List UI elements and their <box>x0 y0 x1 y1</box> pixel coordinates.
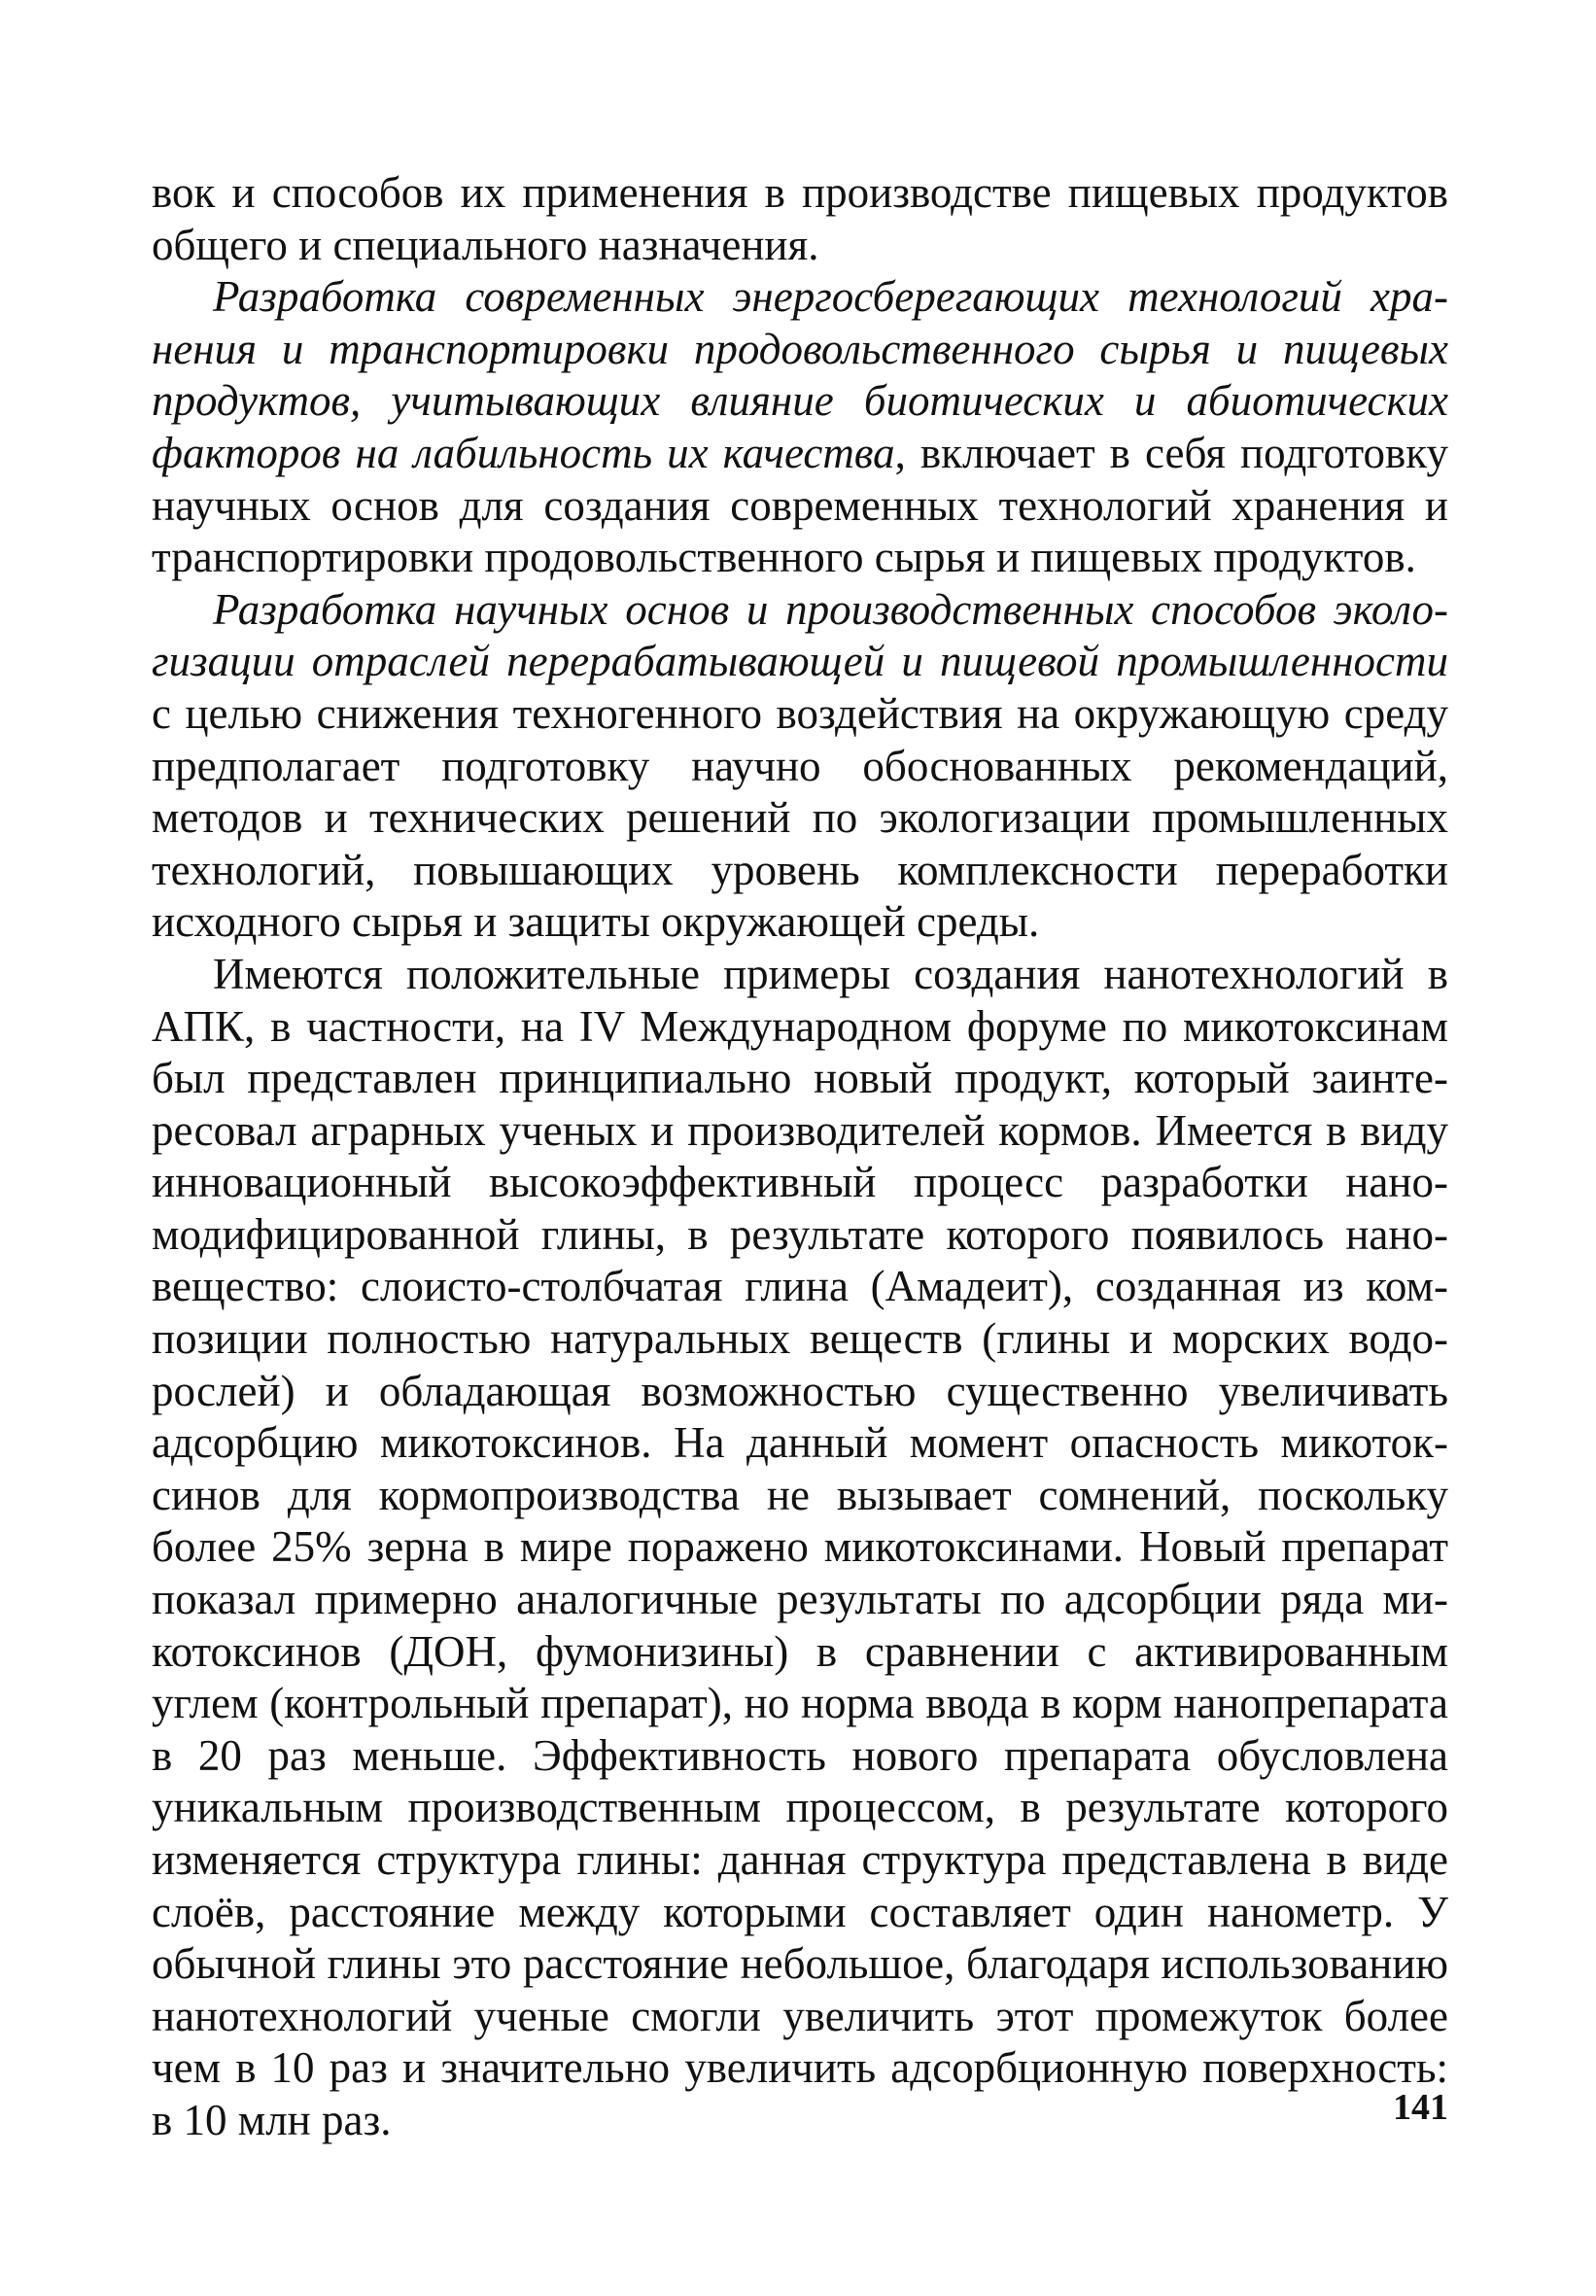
paragraph-storage-technologies <box>152 271 1448 584</box>
paragraph-ecologization <box>152 584 1448 949</box>
paragraph-continuation <box>152 167 1448 271</box>
page-body <box>152 167 1448 2147</box>
paragraph-text: вок и способов их применения в производстве пищевых продуктов общего и специального назначения. <box>152 168 1448 269</box>
italic-lead-in: Разработка научных основ и производственных способов экологизации отраслей перерабатывающей и пищевой промышленности <box>152 584 1448 686</box>
paragraph-text: Имеются положительные примеры создания нанотехнологий в АПК, в частности, на IV Международном форуме по микотоксинам был представлен принципиально новый продукт, который заинтересовал аграрных ученых и производителей кормов. Имеется в виду инновационный высокоэффективный процесс разработки наномодифицированной глины, в результате которого появилось нановещество: слоисто-столбчатая глина (Амадеит), созданная из композиции полностью натуральных веществ (глины и морских водорослей) и обладающая возможностью существенно увеличивать адсорбцию микотоксинов. На данный момент опасность микотоксинов для кормопроизводства не вызывает сомнений, поскольку более 25% зерна в мире поражено микотоксинами. Новый препарат показал примерно аналогичные результаты по адсорбции ряда микотоксинов (ДОН, фумонизины) в сравнении с активированным углем (контрольный препарат), но норма ввода в корм нанопрепарата в 20 раз меньше. Эффективность нового препарата обусловлена уникальным производственным процессом, в результате которого изменяется структура глины: данная структура представлена в виде слоёв, расстояние между которыми составляет один нанометр. У обычной глины это расстояние небольшое, благодаря использованию нанотехнологий ученые смогли увеличить этот промежуток более чем в 10 раз и значительно увеличить адсорбционную поверхность: в 10 млн раз. <box>152 949 1448 2144</box>
paragraph-nanotechnology <box>152 949 1448 2147</box>
page-number: 141 <box>1393 2087 1448 2128</box>
italic-lead-in: Разработка современных энергосберегающих технологий хранения и транспортировки продовольственного сырья и пищевых продуктов, учитывающих влияние биотических и абиотических факторов на лабильность их качества <box>152 272 1448 477</box>
paragraph-text: , включает в себя подготовку научных основ для создания современных технологий хранения и транспортировки продовольственного сырья и пищевых продуктов. <box>152 428 1449 582</box>
paragraph-text: с целью снижения техногенного воздействия на окружающую среду предполагает подготовку научно обоснованных рекомендаций, методов и технических решений по экологизации промышленных технологий, повышающих уровень комплексности переработки исходного сырья и защиты окружающей среды. <box>152 688 1448 947</box>
